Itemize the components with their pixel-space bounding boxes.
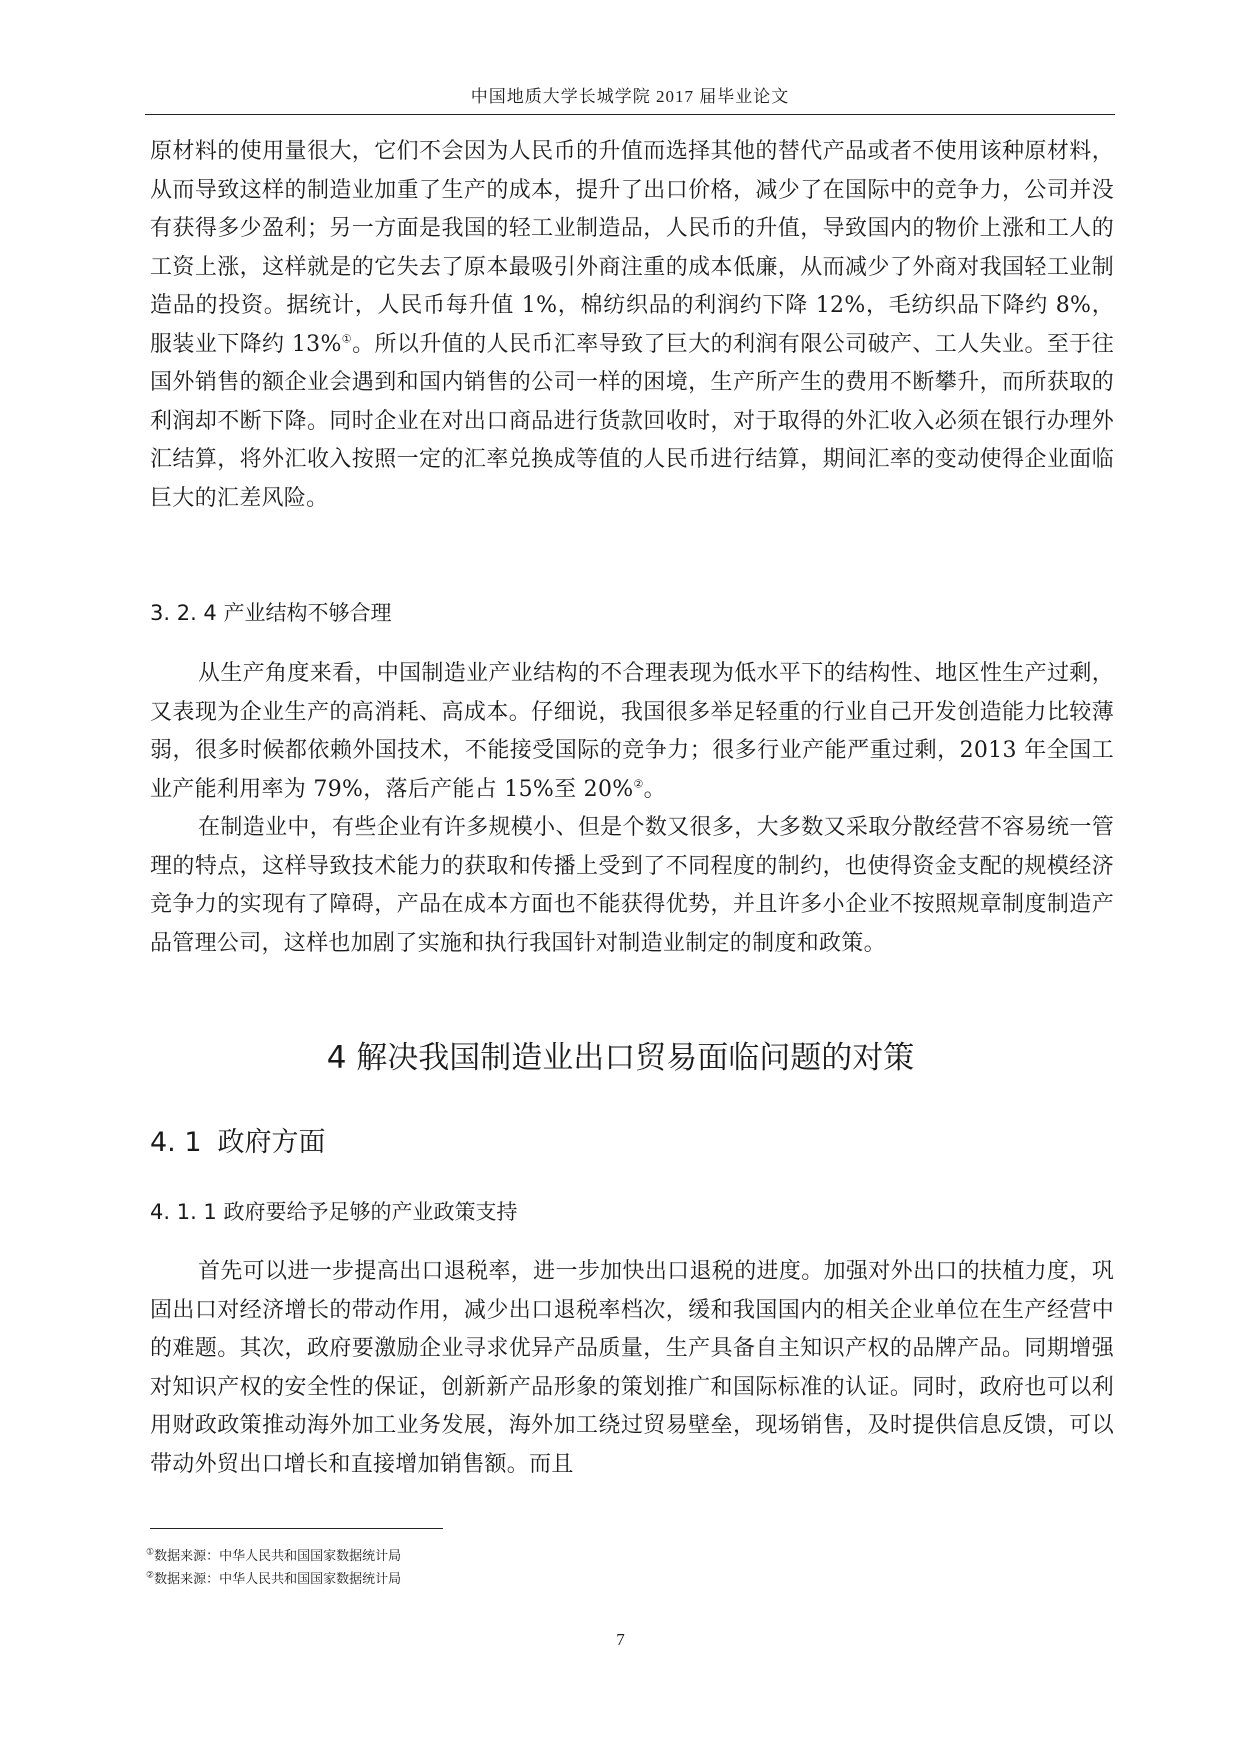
paragraph-continuation xyxy=(150,133,1114,518)
paragraph-production-structure xyxy=(150,655,1114,809)
subsection-heading-4-1-1: 4. 1. 1 政府要给予足够的产业政策支持 xyxy=(150,1200,518,1224)
footnote-mark: ② xyxy=(146,1570,155,1581)
footnote-ref-1: ① xyxy=(341,332,353,346)
footnote-text: 数据来源：中华人民共和国国家数据统计局 xyxy=(154,1549,402,1564)
footnote-1 xyxy=(146,1545,401,1564)
footnote-2 xyxy=(146,1568,401,1587)
paragraph-export-tax-rebate: 首先可以进一步提高出口退税率，进一步加快出口退税的进度。加强对外出口的扶植力度，巩固出口对经济增长的带动作用，减少出口退税率档次，缓和我国国内的相关企业单位在生产经营中的难题。其次，政府要激励企业寻求优异产品质量，生产具备自主知识产权的品牌产品。同期增强对知识产权的安全性的保证，创新新产品形象的策划推广和国际标准的认证。同时，政府也可以利用财政政策推动海外加工业务发展，海外加工绕过贸易壁垒，现场销售，及时提供信息反馈，可以带动外贸出口增长和直接增加销售额。而且 xyxy=(150,1259,1114,1477)
section-3-2-4-body xyxy=(150,655,1114,963)
footnote-ref-2: ② xyxy=(633,777,644,791)
footnote-rule xyxy=(150,1528,443,1529)
section-title: 政府方面 xyxy=(217,1127,326,1158)
body-text-block xyxy=(150,133,1114,518)
paragraph-text: 原材料的使用量很大，它们不会因为人民币的升值而选择其他的替代产品或者不使用该种原材料，从而导致这样的制造业加重了生产的成本，提升了出口价格，减少了在国际中的竞争力，公司并没有获得多少盈利；另一方面是我国的轻工业制造品，人民币的升值，导致国内的物价上涨和工人的工资上涨，这样就是的它失去了原本最吸引外商注重的成本低廉，从而减少了外商对我国轻工业制造品的投资。据统计，人民币每升值 1%，棉纺织品的利润约下降 12%，毛纺织品下降约 8%，服装业下降约 13% xyxy=(150,139,1114,357)
paragraph-text: 从生产角度来看，中国制造业产业结构的不合理表现为低水平下的结构性、地区性生产过剩，又表现为企业生产的高消耗、高成本。仔细说，我国很多举足轻重的行业自己开发创造能力比较薄弱，很多时候都依赖外国技术，不能接受国际的竞争力；很多行业产能严重过剩，2013 年全国工业产能利用率为 79%，落后产能占 15%至 20% xyxy=(150,661,1114,802)
footnote-mark: ① xyxy=(146,1547,155,1558)
paragraph-text-tail: 。 xyxy=(643,776,666,802)
paragraph-small-enterprises: 在制造业中，有些企业有许多规模小、但是个数又很多，大多数又采取分散经营不容易统一管理的特点，这样导致技术能力的获取和传播上受到了不同程度的制约，也使得资金支配的规模经济竞争力的实现有了障碍，产品在成本方面也不能获得优势，并且许多小企业不按照规章制度制造产品管理公司，这样也加剧了实施和执行我国针对制造业制定的制度和政策。 xyxy=(150,815,1114,956)
page-number: 7 xyxy=(616,1630,625,1649)
section-heading-4-1 xyxy=(150,1120,326,1159)
section-number: 4. 1 xyxy=(150,1127,202,1158)
section-4-1-1-body xyxy=(150,1253,1114,1484)
subsection-heading-3-2-4: 3. 2. 4 产业结构不够合理 xyxy=(150,601,392,625)
running-header: 中国地质大学长城学院 2017 届毕业论文 xyxy=(470,87,790,106)
paragraph-text-tail: 。所以升值的人民币汇率导致了巨大的利润有限公司破产、工人失业。至于往国外销售的额企业会遇到和国内销售的公司一样的困境，生产所产生的费用不断攀升，而所获取的利润却不断下降。同时企业在对出口商品进行货款回收时，对于取得的外汇收入必须在银行办理外汇结算，将外汇收入按照一定的汇率兑换成等值的人民币进行结算，期间汇率的变动使得企业面临巨大的汇差风险。 xyxy=(150,331,1114,511)
chapter-title: 4 解决我国制造业出口贸易面临问题的对策 xyxy=(326,1040,915,1076)
footnote-text: 数据来源：中华人民共和国国家数据统计局 xyxy=(154,1572,402,1587)
header-rule xyxy=(145,114,1115,115)
